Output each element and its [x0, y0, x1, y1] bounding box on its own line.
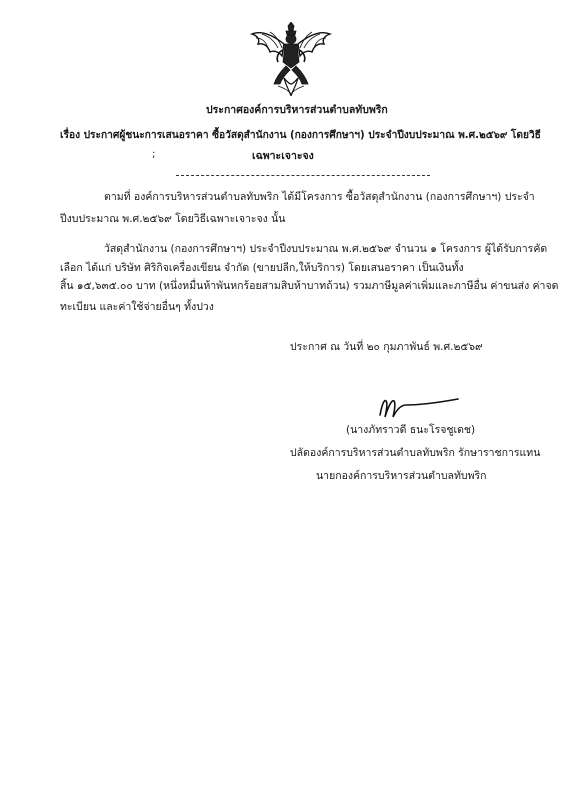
- subject-line-1: เรื่อง ประกาศผู้ชนะการเสนอราคา ซื้อวัสดุสำนักงาน (กองการศึกษาฯ) ประจำปีงบประมาณ พ.ศ.๒๕๖๙ โดยวิธี: [60, 130, 541, 141]
- signatory-name: (นางภัทราวดี ธนะโรจชูเดช): [346, 424, 476, 436]
- paragraph-2-line-4: ทะเบียน และค่าใช้จ่ายอื่นๆ ทั้งปวง: [60, 301, 214, 313]
- announcement-date: ประกาศ ณ วันที่ ๒๐ กุมภาพันธ์ พ.ศ.๒๕๖๙: [290, 341, 483, 353]
- paragraph-1-line-2: ปีงบประมาณ พ.ศ.๒๕๖๙ โดยวิธีเฉพาะเจาะจง นั้น: [60, 213, 286, 225]
- signatory-position-line-2: นายกองค์การบริหารส่วนตำบลทับพริก: [316, 470, 487, 482]
- paragraph-1-line-1: ตามที่ องค์การบริหารส่วนตำบลทับพริก ได้มีโครงการ ซื้อวัสดุสำนักงาน (กองการศึกษาฯ) ประจำ: [104, 191, 535, 203]
- subject-mark: ;: [152, 149, 156, 160]
- announcement-title: ประกาศองค์การบริหารส่วนตำบลทับพริก: [206, 104, 388, 116]
- garuda-emblem-icon: [248, 22, 334, 96]
- paragraph-2-line-3: สิ้น ๑๕,๖๓๕.๐๐ บาท (หนึ่งหมื่นห้าพันหกร้อยสามสิบห้าบาทถ้วน) รวมภาษีมูลค่าเพิ่มและภาษีอื่น ค่าขนส่ง ค่าจด: [60, 280, 559, 292]
- signatory-position-line-1: ปลัดองค์การบริหารส่วนตำบลทับพริก รักษาราชการแทน: [290, 447, 541, 459]
- handwritten-signature: [376, 393, 460, 423]
- divider: [176, 175, 430, 176]
- paragraph-2-line-2: เลือก ได้แก่ บริษัท ศิริกิจเครื่องเขียน จำกัด (ขายปลีก,ให้บริการ) โดยเสนอราคา เป็นเงินทั้ง: [60, 262, 464, 274]
- paragraph-2-line-1: วัสดุสำนักงาน (กองการศึกษาฯ) ประจำปีงบประมาณ พ.ศ.๒๕๖๙ จำนวน ๑ โครงการ ผู้ได้รับการคัด: [104, 243, 548, 255]
- subject-line-2: เฉพาะเจาะจง: [252, 150, 314, 162]
